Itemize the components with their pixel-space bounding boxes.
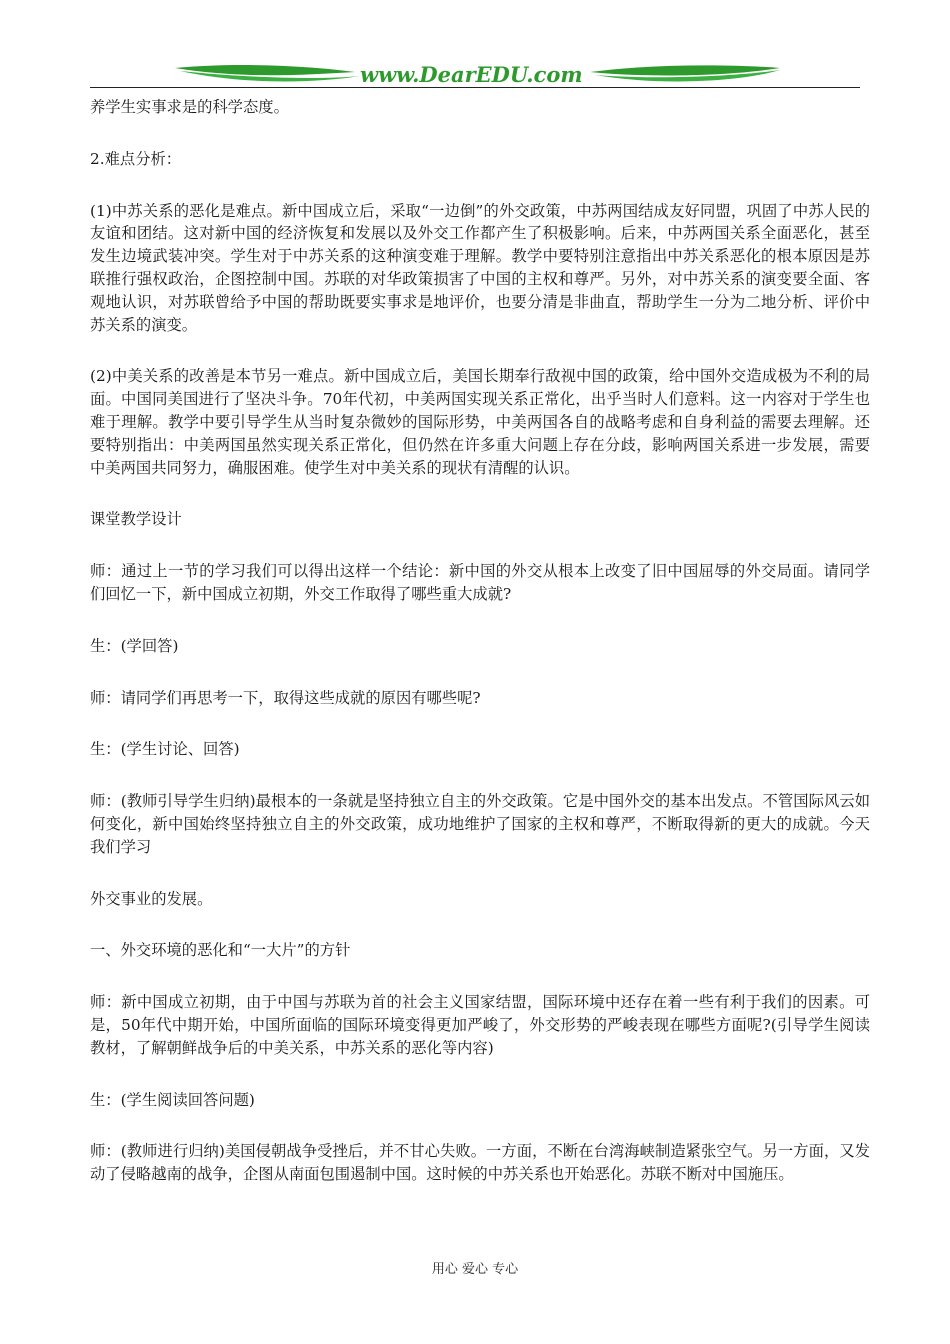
section-heading: 一、外交环境的恶化和“一大片”的方针 — [90, 941, 351, 960]
paragraph: 生：(学生讨论、回答) — [90, 740, 240, 759]
paragraph: (2)中美关系的改善是本节另一难点。新中国成立后，美国长期奉行敌视中国的政策，给中国外交造成极为不利的局面。中国同美国进行了坚决斗争。70年代初，中美两国实现关系正常化，出乎当时人们意料。这一内容对于学生也难于理解。教学中要引导学生从当时复杂微妙的国际形势，中美两国各自的战略考虑和自身利益的需要去理解。还要特别指出：中美两国虽然实现关系正常化，但仍然在许多重大问题上存在分歧，影响两国关系进一步发展，需要中美两国共同努力，确服困难。使学生对中美关系的现状有清醒的认识。 — [90, 367, 870, 477]
paragraph: 师：新中国成立初期，由于中国与苏联为首的社会主义国家结盟，国际环境中还存在着一些有利于我们的因素。可是，50年代中期开始，中国所面临的国际环境变得更加严峻了，外交形势的严峻表现在哪些方面呢?(引导学生阅读教材，了解朝鲜战争后的中美关系，中苏关系的恶化等内容) — [90, 993, 870, 1057]
paragraph: 生：(学回答) — [90, 636, 179, 655]
paragraph: 师：(教师引导学生归纳)最根本的一条就是坚持独立自主的外交政策。它是中国外交的基本出发点。不管国际风云如何变化，新中国始终坚持独立自主的外交政策，成功地维护了国家的主权和尊严，不断取得新的更大的成就。今天我们学习 — [90, 792, 870, 856]
site-url-text: www.DearEDU.com — [360, 62, 583, 87]
header-rule — [90, 87, 860, 88]
paragraph: 师：(教师进行归纳)美国侵朝战争受挫后，并不甘心失败。一方面，不断在台湾海峡制造紧张空气。另一方面，又发动了侵略越南的战争，企图从南面包围遏制中国。这时候的中苏关系也开始恶化。苏联不断对中国施压。 — [90, 1142, 870, 1184]
paragraph: 师：通过上一节的学习我们可以得出这样一个结论：新中国的外交从根本上改变了旧中国屈辱的外交局面。请同学们回忆一下，新中国成立初期，外交工作取得了哪些重大成就? — [90, 562, 870, 603]
paragraph: 师：请同学们再思考一下，取得这些成就的原因有哪些呢? — [90, 688, 481, 707]
page-footer: 用心 爱心 专心 — [431, 1262, 519, 1277]
document-body — [90, 96, 870, 1215]
paragraph: (1)中苏关系的恶化是难点。新中国成立后，采取“一边倒”的外交政策，中苏两国结成友好同盟，巩固了中苏人民的友谊和团结。这对新中国的经济恢复和发展以及外交工作都产生了积极影响。后来，中苏两国关系全面恶化，甚至发生边境武装冲突。学生对于中苏关系的这种演变难于理解。教学中要特别注意指出中苏关系恶化的根本原因是苏联推行强权政治，企图控制中国。苏联的对华政策损害了中国的主权和尊严。另外，对中苏关系的演变要全面、客观地认识，对苏联曾给予中国的帮助既要实事求是地评价，也要分清是非曲直，帮助学生一分为二地分析、评价中苏关系的演变。 — [90, 201, 870, 334]
section-heading: 2.难点分析： — [90, 149, 182, 168]
paragraph: 生：(学生阅读回答问题) — [90, 1090, 255, 1109]
section-heading: 课堂教学设计 — [90, 510, 182, 529]
paragraph: 外交事业的发展。 — [90, 889, 213, 908]
site-header-logo — [90, 58, 860, 94]
leaf-swoosh-logo-icon — [90, 58, 860, 94]
paragraph: 养学生实事求是的科学态度。 — [90, 98, 289, 116]
